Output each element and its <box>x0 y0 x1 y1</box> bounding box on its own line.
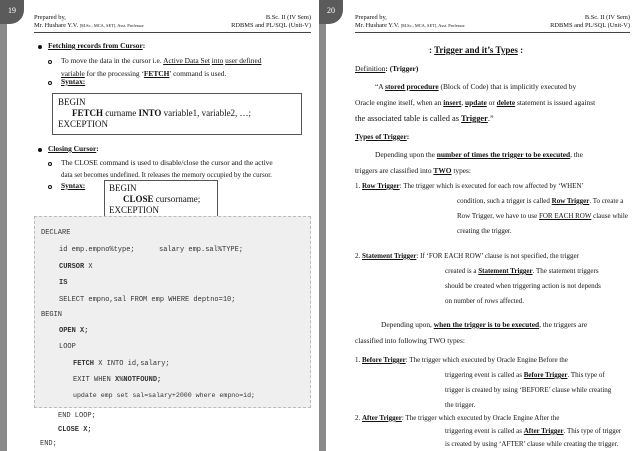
code-line: END LOOP; <box>58 412 96 420</box>
close-desc-line1: The CLOSE command is used to disable/close the cursor and the active <box>61 158 273 167</box>
close-heading: Closing Cursor: <box>48 144 99 153</box>
page-title: : Trigger and it’s Types : <box>429 45 524 55</box>
after-trigger-line1: 2. After Trigger: The trigger which executed by Oracle Engine After the <box>355 414 560 422</box>
prepared-by: Prepared by, <box>34 14 66 21</box>
header-divider <box>355 32 630 33</box>
course-label: B.Sc. II (IV Sem) <box>584 14 630 21</box>
subject-label: RDBMS and PL/SQL (Unit-V) <box>231 22 311 30</box>
page-side-band <box>319 24 326 451</box>
code-line: OPEN X; <box>59 327 89 335</box>
bullet-icon <box>38 45 42 49</box>
code-line: IS <box>59 279 68 287</box>
code-line: CLOSE X; <box>58 426 92 434</box>
timing-intro-line1: Depending upon, when the trigger is to be executed, the triggers are <box>381 320 588 329</box>
right-page <box>319 0 638 451</box>
bullet-icon <box>38 148 42 152</box>
syntax-line: CLOSE cursorname; <box>123 194 201 204</box>
page-number-tab: 20 <box>319 0 343 24</box>
types-heading: Types of Trigger: <box>355 132 410 141</box>
definition-line1: “A stored procedure (Block of Code) that is implicitly executed by <box>375 82 577 91</box>
code-line: CURSOR X <box>59 263 93 271</box>
code-line: FETCH X INTO id,salary; <box>73 360 170 368</box>
before-trigger-line1: 1. Before Trigger: The trigger which executed by Oracle Engine Before the <box>355 356 568 364</box>
fetch-syntax-box <box>52 93 302 135</box>
statement-trigger-line2: created is a Statement Trigger. The statement triggers <box>445 267 599 275</box>
close-desc-line2: data set becomes undefined. It releases the memory occupied by the cursor. <box>61 171 272 179</box>
code-line: LOOP <box>59 343 76 351</box>
page-side-band <box>0 24 7 451</box>
before-trigger-line4: the trigger. <box>445 401 476 409</box>
header-divider <box>34 32 311 33</box>
statement-trigger-line1: 2. Statement Trigger: If ‘FOR EACH ROW’ clause is not specified, the trigger <box>355 252 579 260</box>
code-line: BEGIN <box>41 311 63 319</box>
syntax-line: BEGIN <box>109 183 137 193</box>
syntax-line: EXCEPTION <box>58 119 108 129</box>
sub-bullet-icon <box>48 60 52 64</box>
page-number-tab: 19 <box>0 0 24 24</box>
code-line: id emp.empno%type; <box>59 246 135 254</box>
author-name: Mr. Hushare Y.V. <box>34 22 79 30</box>
close-syntax-box <box>104 180 218 218</box>
definition-line2: Oracle engine itself, when an insert, update or delete statement is issued against <box>355 98 596 107</box>
statement-trigger-line3: should be created when triggering action is not depends <box>445 282 601 290</box>
row-trigger-line2: condition, such a trigger is called Row Trigger. To create a <box>457 197 624 205</box>
code-line: DECLARE <box>41 229 71 237</box>
definition-heading: Definition: (Trigger) <box>355 64 419 73</box>
prepared-by: Prepared by, <box>355 14 387 21</box>
syntax-line: BEGIN <box>58 97 86 107</box>
close-syntax-label: Syntax: <box>61 181 86 190</box>
course-label: B.Sc. II (IV Sem) <box>265 14 311 21</box>
fetch-desc-line2: variable for the processing ‘FETCH’ command is used. <box>61 69 227 78</box>
row-trigger-line1: 1. Row Trigger: The trigger which is executed for each row affected by ‘WHEN’ <box>355 182 584 190</box>
sub-bullet-icon <box>48 81 52 85</box>
before-trigger-line2: triggering event is called as Before Trigger. This type of <box>445 371 605 379</box>
syntax-line: FETCH curname INTO variable1, variable2, …; <box>72 108 252 118</box>
sub-bullet-icon <box>48 162 52 166</box>
code-line: SELECT empno,sal FROM emp WHERE deptno=10; <box>59 296 236 304</box>
types-intro-line2: triggers are classified into TWO types: <box>355 166 471 175</box>
fetch-desc-line1: To move the data in the cursor i.e. Active Data Set into user defined <box>61 56 262 65</box>
syntax-line: EXCEPTION <box>109 205 159 215</box>
types-intro-line1: Depending upon the number of times the trigger to be executed, the <box>375 150 583 159</box>
author-quals: [M.Sc., MCA, SET], Asst. Professor <box>400 23 465 29</box>
after-trigger-line2: triggering event is called as After Trigger. This type of trigger <box>445 427 622 435</box>
code-block <box>34 216 311 408</box>
code-line: update emp set sal=salary+2000 where empno=id; <box>73 392 256 399</box>
after-trigger-line3: is created by using ‘AFTER’ clause while creating the trigger. <box>445 440 619 448</box>
code-line: EXIT WHEN X%NOTFOUND; <box>73 376 162 384</box>
fetch-syntax-label: Syntax: <box>61 77 86 86</box>
definition-line3: the associated table is called as Trigger.” <box>355 114 494 123</box>
timing-intro-line2: classified into following TWO types: <box>355 336 465 345</box>
subject-label: RDBMS and PL/SQL (Unit-V) <box>550 22 630 30</box>
fetch-heading: Fetching records from Cursor: <box>48 41 146 50</box>
statement-trigger-line4: on number of rows affected. <box>445 297 524 305</box>
code-line: salary emp.sal%TYPE; <box>159 246 244 254</box>
sub-bullet-icon <box>48 185 52 189</box>
row-trigger-line4: creating the trigger. <box>457 227 512 235</box>
code-line: END; <box>40 440 57 448</box>
author-quals: [M.Sc., MCA, SET], Asst. Professor <box>79 23 144 29</box>
before-trigger-line3: trigger is created by using ‘BEFORE’ clause while creating <box>445 386 612 394</box>
row-trigger-line3: Row Trigger, we have to use FOR EACH ROW clause while <box>457 212 628 220</box>
author-name: Mr. Hushare Y.V. <box>355 22 400 30</box>
